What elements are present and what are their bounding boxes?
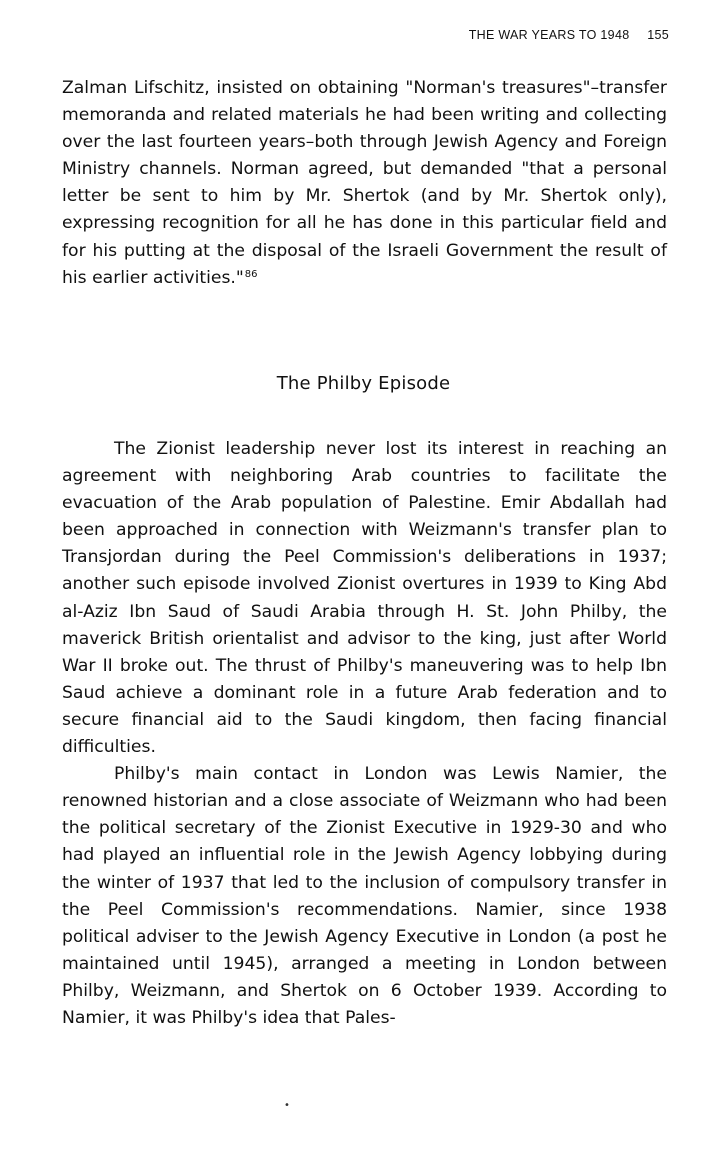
running-title: THE WAR YEARS TO 1948 bbox=[468, 28, 630, 42]
opening-paragraph-block bbox=[62, 75, 667, 292]
footer-mark: • bbox=[284, 1100, 290, 1111]
running-head bbox=[469, 28, 669, 42]
section-heading: The Philby Episode bbox=[276, 373, 451, 394]
page-number: 155 bbox=[647, 28, 669, 42]
section-paragraph-2: Philby's main contact in London was Lewis Namier, the renowned historian and a close associate of Weizmann who had been the political secretary of the Zionist Executive in 1929-30 and who had played an influential role in the Jewish Agency lobbying during the winter of 1937 that led to the inclusion of compulsory transfer in the Peel Commission's recommendations. Namier, since 1938 political adviser to the Jewish Agency Executive in London (a post he maintained until 1945), arranged a meeting in London between Philby, Weizmann, and Shertok on 6 October 1939. According to Namier, it was Philby's idea that Pales- bbox=[62, 764, 667, 1028]
opening-paragraph-text: Zalman Lifschitz, insisted on obtaining "Norman's treasures"–transfer memoranda and related materials he had been writing and collecting over the last fourteen years–both through Jewish Agency and Foreign Ministry channels. Norman agreed, but demanded "that a personal letter be sent to him by Mr. Shertok (and by Mr. Shertok only), expressing recognition for all he has done in this particular field and for his putting at the disposal of the Israeli Government the result of his earlier activities." bbox=[62, 78, 667, 288]
opening-paragraph bbox=[62, 75, 667, 292]
footnote-marker: 86 bbox=[244, 268, 258, 280]
section-paragraph-1: The Zionist leadership never lost its interest in reaching an agreement with neighboring Arab countries to facilitate the evacuation of the Arab population of Palestine. Emir Abdallah had been approached in connection with Weizmann's transfer plan to Transjordan during the Peel Commission's deliberations in 1937; another such episode involved Zionist overtures in 1939 to King Abd al-Aziz Ibn Saud of Saudi Arabia through H. St. John Philby, the maverick British orientalist and advisor to the king, just after World War II broke out. The thrust of Philby's maneuvering was to help Ibn Saud achieve a dominant role in a future Arab federation and to secure financial aid to the Saudi kingdom, then facing financial difficulties. bbox=[62, 439, 667, 758]
section-body bbox=[62, 436, 667, 1032]
